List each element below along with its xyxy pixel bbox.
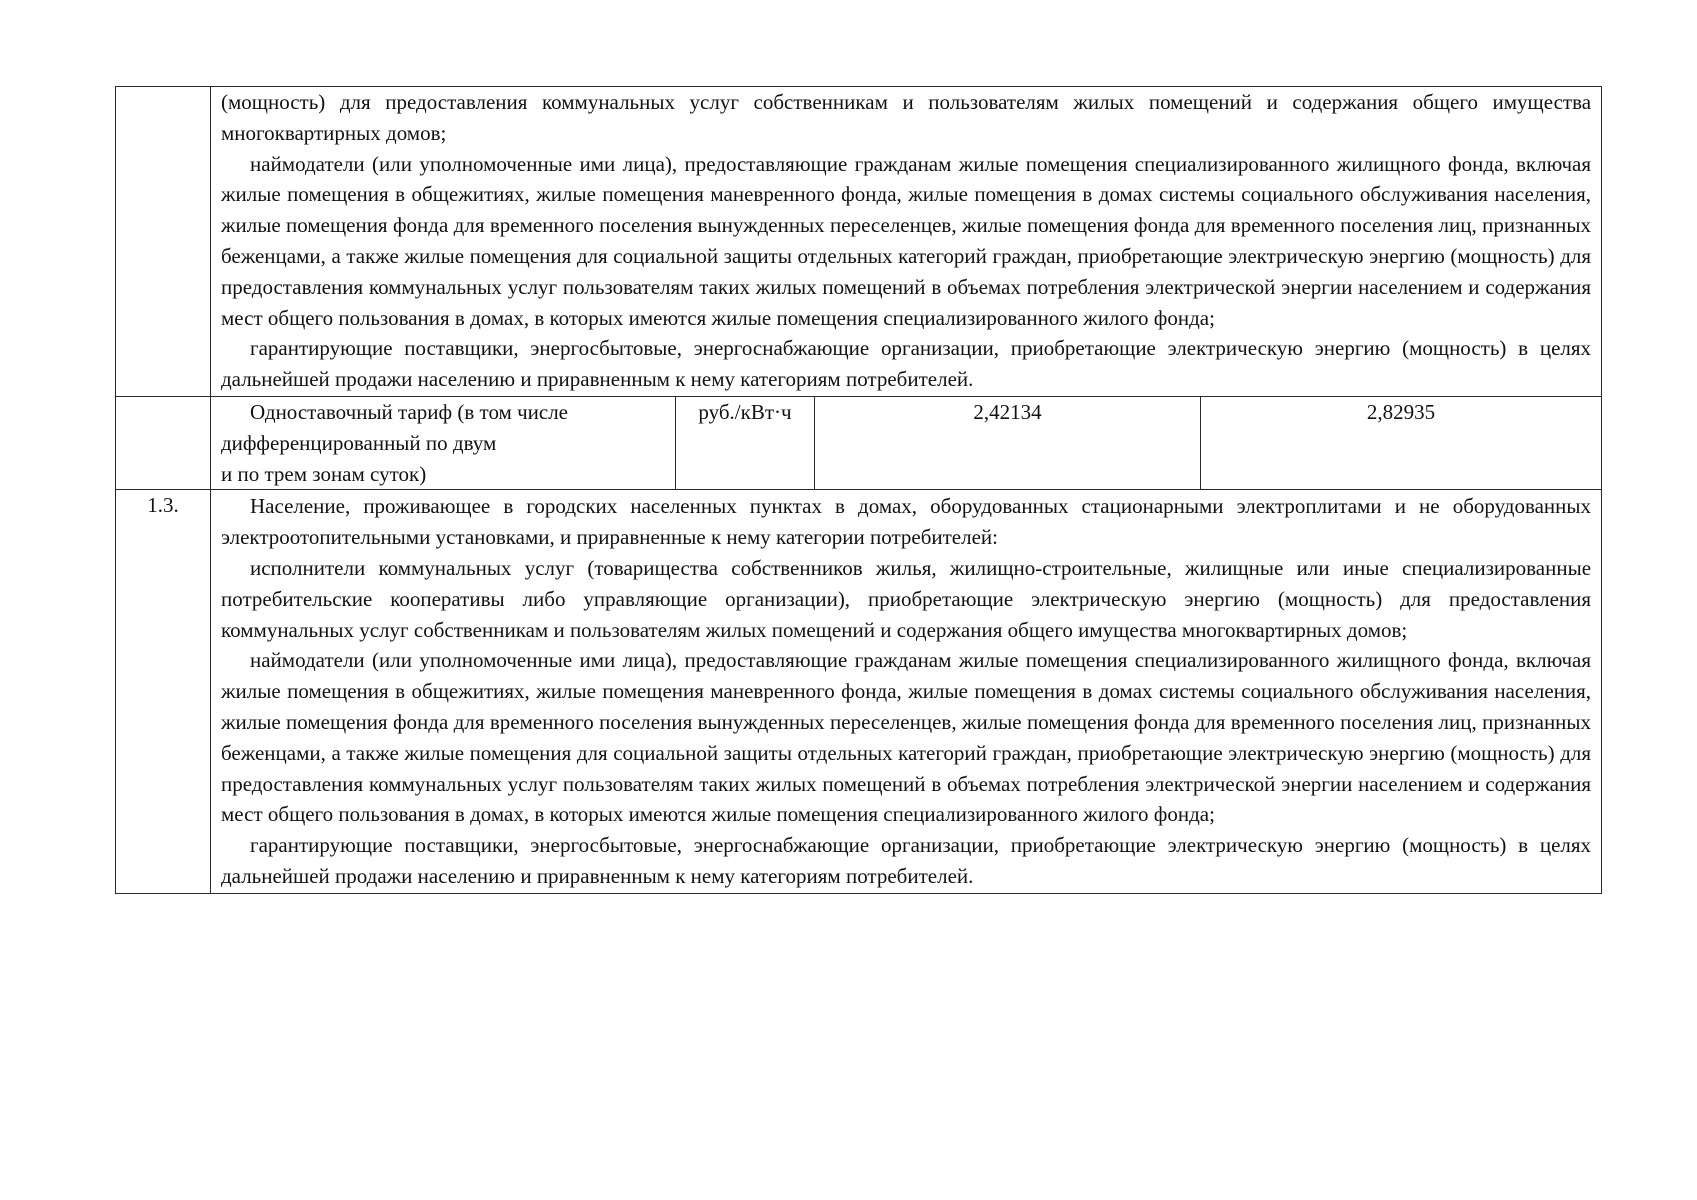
document-page <box>115 86 1601 894</box>
tariff-label-line: Одноставочный тариф (в том числе <box>250 399 569 424</box>
row-number-cell: 1.3. <box>116 490 211 893</box>
description-paragraph: наймодатели (или уполномоченные ими лица), предоставляющие гражданам жилые помещения специализированного жилищного фонда, включая жилые помещения в общежитиях, жилые помещения маневренного фонда, жилые помещения в домах системы социального обслуживания населения, жилые помещения фонда для временного поселения вынужденных переселенцев, жилые помещения фонда для временного поселения лиц, признанных беженцами, а также жилые помещения для социальной защиты отдельных категорий граждан, приобретающие электрическую энергию (мощность) для предоставления коммунальных услуг пользователям таких жилых помещений в объемах потребления электрической энергии населением и содержания мест общего пользования в домах, в которых имеются жилые помещения специализированного жилого фонда; <box>221 648 1592 827</box>
row-number-cell <box>116 87 211 397</box>
description-paragraph: наймодатели (или уполномоченные ими лица), предоставляющие гражданам жилые помещения специализированного жилищного фонда, включая жилые помещения в общежитиях, жилые помещения маневренного фонда, жилые помещения в домах системы социального обслуживания населения, жилые помещения фонда для временного поселения вынужденных переселенцев, жилые помещения фонда для временного поселения лиц, признанных беженцами, а также жилые помещения для социальной защиты отдельных категорий граждан, приобретающие электрическую энергию (мощность) для предоставления коммунальных услуг пользователям таких жилых помещений в объемах потребления электрической энергии населением и содержания мест общего пользования в домах, в которых имеются жилые помещения специализированного жилого фонда; <box>221 151 1592 330</box>
tariff-label-line: и по трем зонам суток) <box>221 461 427 486</box>
table-row-1-3 <box>116 490 1602 893</box>
tariff-table <box>115 86 1602 894</box>
description-paragraph: (мощность) для предоставления коммунальных услуг собственникам и пользователям жилых помещений и содержания общего имущества многоквартирных домов; <box>221 90 1592 145</box>
tariff-unit-cell: руб./кВт·ч <box>676 396 815 489</box>
tariff-label-cell <box>211 396 676 489</box>
tariff-value-first-half: 2,42134 <box>815 396 1201 489</box>
table-row-continuation <box>116 87 1602 397</box>
row-description-cell <box>211 87 1602 397</box>
row-number-cell <box>116 396 211 489</box>
description-paragraph: Население, проживающее в городских населенных пунктах в домах, оборудованных стационарными электроплитами и не оборудованных электроотопительными установками, и приравненные к нему категории потребителей: <box>221 494 1592 550</box>
description-paragraph: гарантирующие поставщики, энергосбытовые, энергоснабжающие организации, приобретающие электрическую энергию (мощность) в целях дальнейшей продажи населению и приравненным к нему категориям потребителей. <box>221 833 1592 888</box>
description-paragraph: исполнители коммунальных услуг (товарищества собственников жилья, жилищно-строительные, жилищные или иные специализированные потребительские кооперативы либо управляющие организации), приобретающие электрическую энергию (мощность) для предоставления коммунальных услуг собственникам и пользователям жилых помещений и содержания общего имущества многоквартирных домов; <box>221 555 1592 642</box>
table-row-tariff <box>116 396 1602 489</box>
description-paragraph: гарантирующие поставщики, энергосбытовые, энергоснабжающие организации, приобретающие электрическую энергию (мощность) в целях дальнейшей продажи населению и приравненным к нему категориям потребителей. <box>221 336 1592 392</box>
tariff-value-second-half: 2,82935 <box>1201 396 1602 489</box>
row-description-cell <box>211 490 1602 893</box>
tariff-label-line: дифференцированный по двум <box>221 430 497 455</box>
